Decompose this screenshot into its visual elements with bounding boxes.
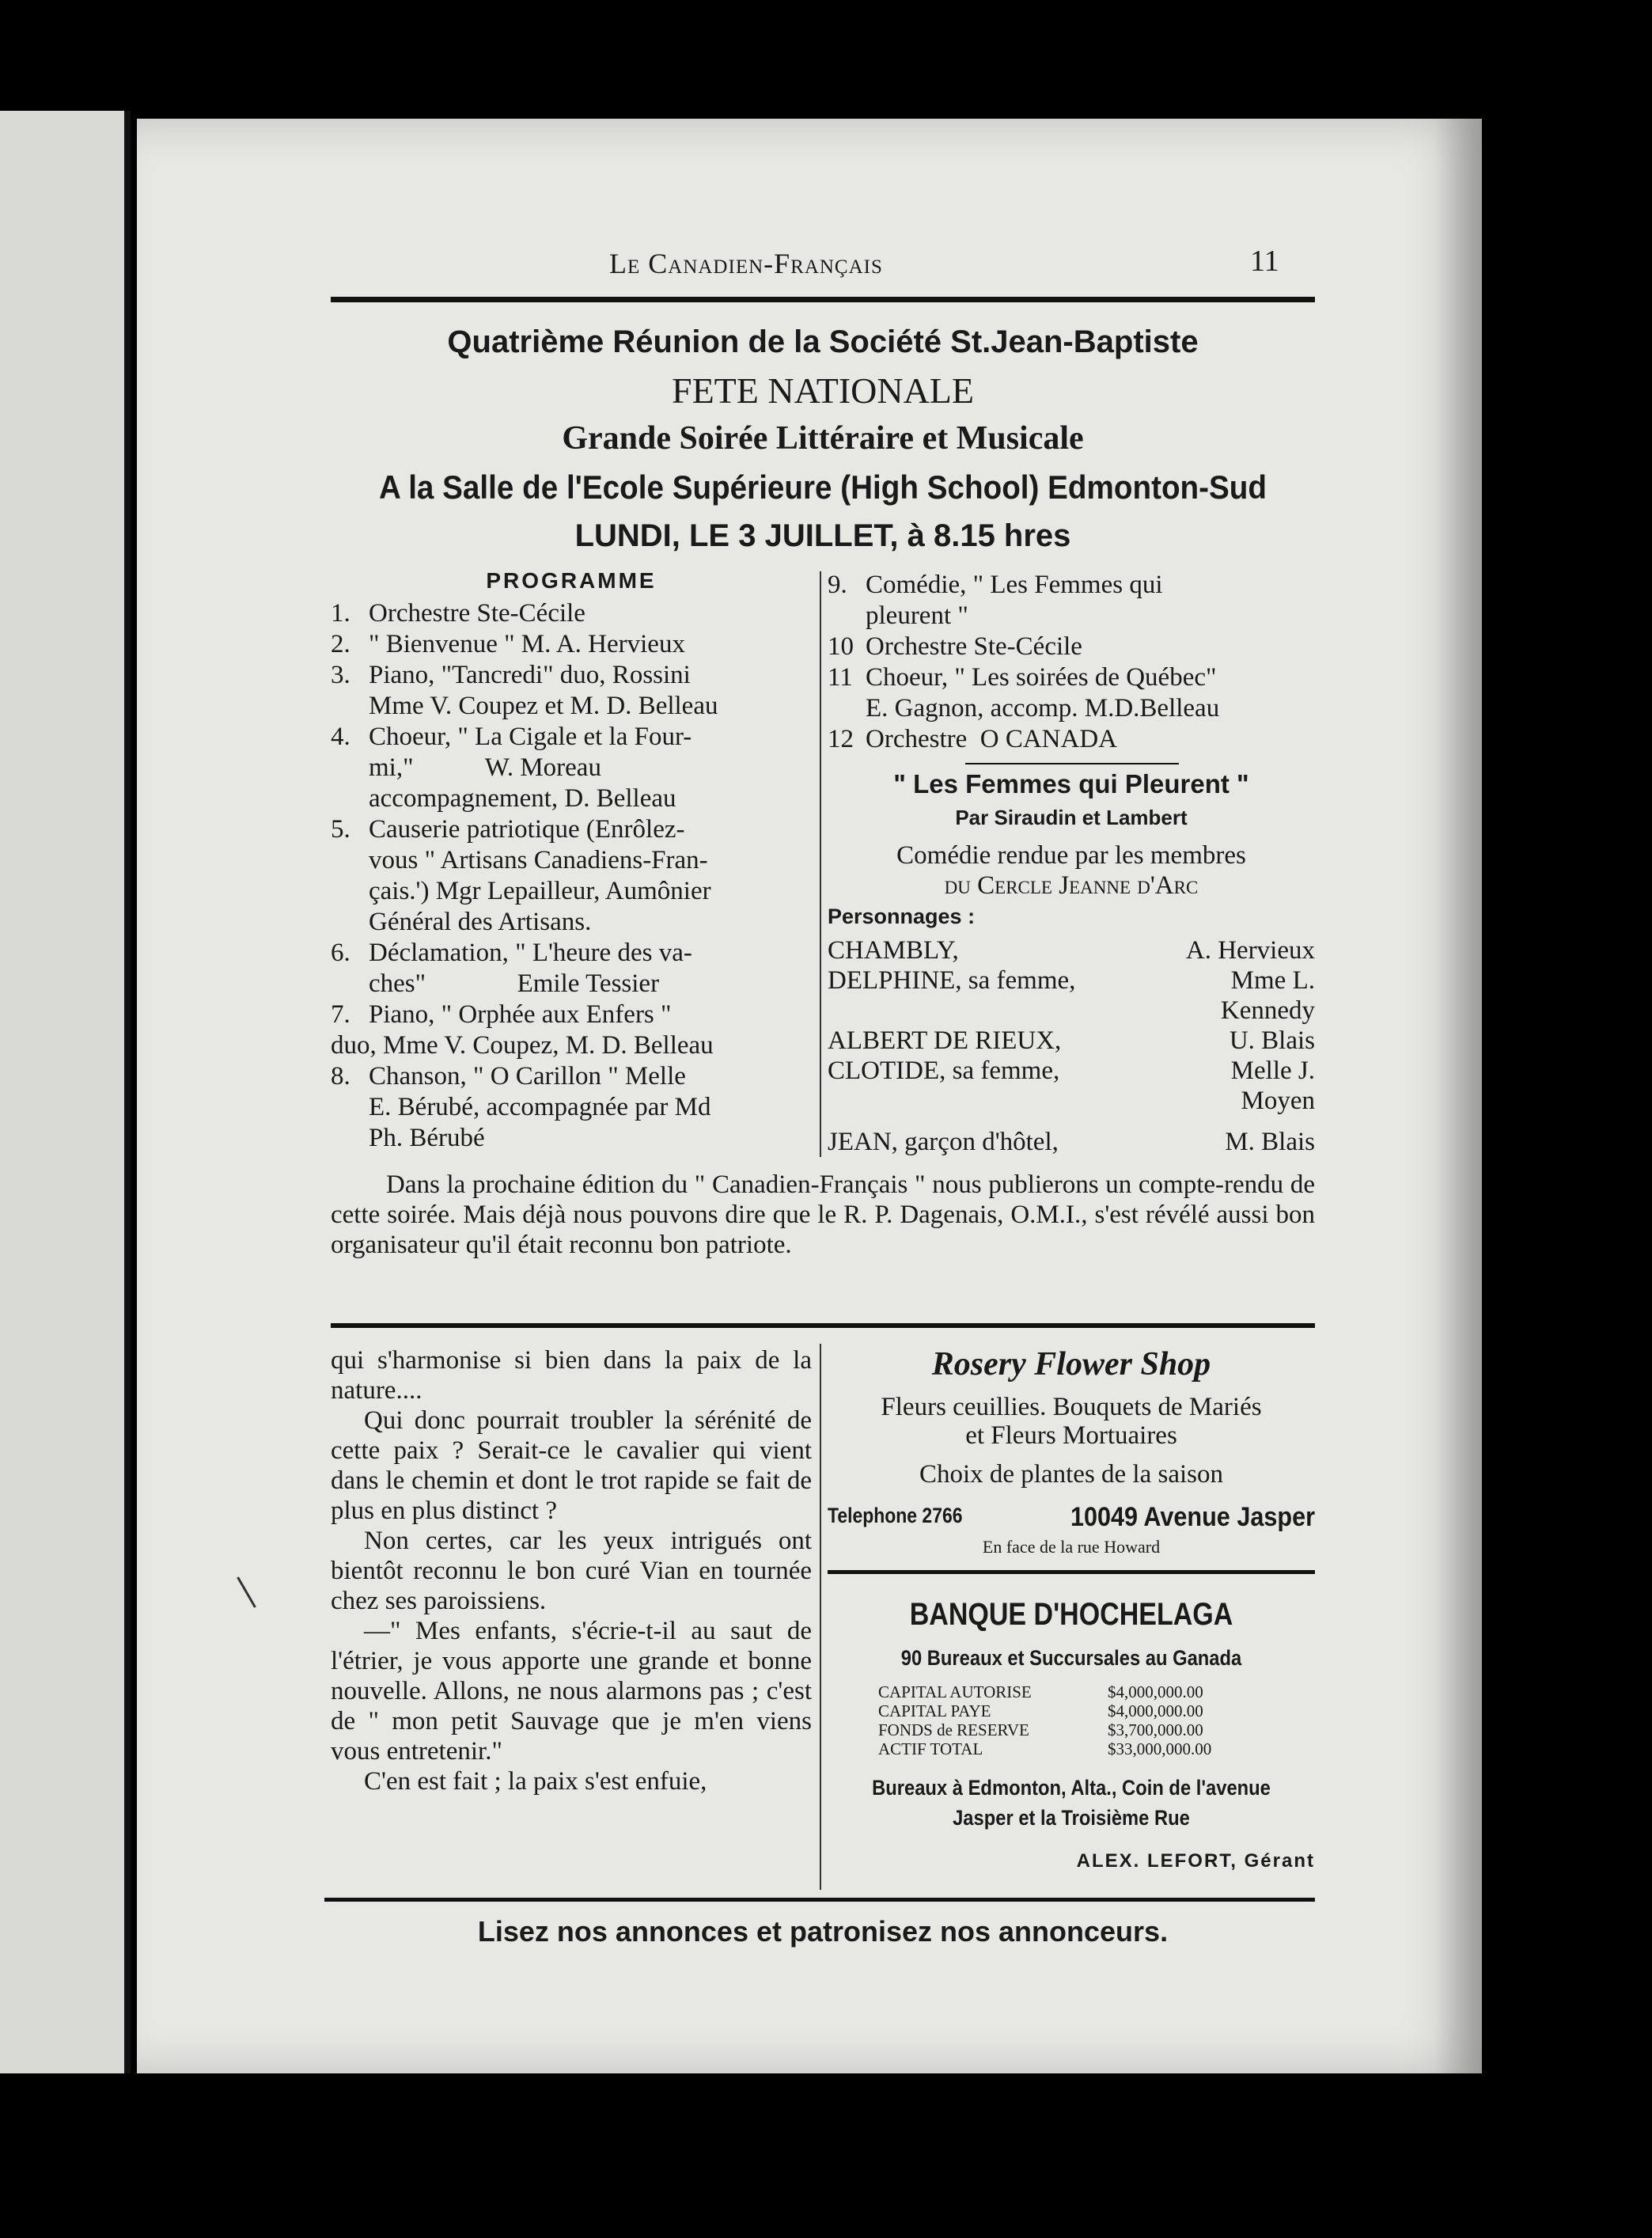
flower-shop-phone: Telephone 2766 — [828, 1504, 963, 1527]
running-head-title: Le Canadien-Français — [609, 248, 883, 279]
cast-row: Moyen — [1241, 1087, 1315, 1115]
flower-shop-address: 10049 Avenue Jasper — [1070, 1502, 1315, 1532]
programme-item: 9. Comédie, " Les Femmes qui pleurent " — [828, 571, 1163, 630]
footer-rule — [324, 1898, 1315, 1902]
column-divider — [820, 571, 821, 1157]
flower-ad-line: et Fleurs Mortuaires — [965, 1421, 1177, 1450]
comedy-description: Comédie rendue par les membres du Cercle Jeanne d'Arc — [896, 841, 1246, 900]
programme-item: 6. Déclamation, " L'heure des va- ches" Emile Tessier — [331, 939, 692, 998]
event-heading-reunion: Quatrième Réunion de la Société St.Jean-Baptiste — [447, 324, 1199, 359]
page-number: 11 — [1250, 245, 1279, 278]
bank-financial-row: CAPITAL PAYE $4,000,000.00 — [878, 1701, 1203, 1720]
comedy-authors: Par Siraudin et Lambert — [955, 806, 1188, 829]
programme-item: 1. Orchestre Ste-Cécile — [331, 599, 585, 628]
footer-slogan: Lisez nos annonces et patronisez nos annonceurs. — [477, 1915, 1169, 1948]
programme-item: 11 Choeur, " Les soirées de Québec" E. Gagnon, accomp. M.D.Belleau — [828, 663, 1220, 723]
header-rule — [331, 297, 1315, 302]
ad-divider-rule — [828, 1570, 1315, 1574]
event-heading-fete: FETE NATIONALE — [672, 370, 974, 411]
bank-financial-row: FONDS de RESERVE $3,700,000.00 — [878, 1720, 1203, 1739]
programme-item: 12 Orchestre O CANADA — [828, 725, 1118, 753]
programme-item: 2. " Bienvenue " M. A. Hervieux — [331, 630, 685, 658]
programme-item: 7. Piano, " Orphée aux Enfers " duo, Mme V. Coupez, M. D. Belleau — [331, 1000, 714, 1060]
bank-manager: ALEX. LEFORT, Gérant — [1076, 1850, 1315, 1872]
programme-list-right — [828, 570, 1315, 755]
comedy-title: " Les Femmes qui Pleurent " — [893, 769, 1249, 798]
bank-financial-row: CAPITAL AUTORISE $4,000,000.00 — [878, 1682, 1203, 1701]
story-paragraph: qui s'harmonise si bien dans la paix de la nature.... — [331, 1346, 812, 1405]
programme-item: 5. Causerie patriotique (Enrôlez- vous " Artisans Canadiens-Fran- çais.') Mgr Lepailleur, Aumônier Général des Artisans. — [331, 815, 711, 936]
flower-shop-location-note: En face de la rue Howard — [982, 1537, 1161, 1557]
bank-offices: Bureaux à Edmonton, Alta., Coin de l'avenue Jasper et la Troisième Rue — [872, 1776, 1271, 1830]
programme-item: 10 Orchestre Ste-Cécile — [828, 632, 1082, 661]
programme-item: 4. Choeur, " La Cigale et la Four- mi," W. Moreau accompagnement, D. Belleau — [331, 723, 692, 813]
programme-list-left — [331, 598, 812, 1154]
page-fold — [124, 111, 131, 2073]
programme-item: 3. Piano, "Tancredi" duo, Rossini Mme V. Coupez et M. D. Belleau — [331, 661, 718, 720]
bank-financial-row: ACTIF TOTAL $33,000,000.00 — [878, 1739, 1212, 1758]
programme-heading: PROGRAMME — [486, 568, 657, 593]
bank-subtitle: 90 Bureaux et Succursales au Ganada — [900, 1646, 1242, 1670]
cast-row: CLOTIDE, sa femme, Melle J. — [828, 1056, 1315, 1085]
section-rule — [331, 1323, 1315, 1328]
flower-ad-line: Choix de plantes de la saison — [919, 1460, 1223, 1489]
story-paragraph: Non certes, car les yeux intrigués ont bientôt reconnu le bon curé Vian en tournée chez ses paroissiens. — [331, 1527, 812, 1615]
bank-name: BANQUE D'HOCHELAGA — [909, 1597, 1233, 1632]
previous-page-edge — [0, 111, 131, 2073]
cast-row: CHAMBLY, A. Hervieux — [828, 936, 1315, 965]
programme-item: 8. Chanson, " O Carillon " Melle E. Bérubé, accompagnée par Md Ph. Bérubé — [331, 1062, 711, 1152]
event-venue: A la Salle de l'Ecole Supérieure (High School) Edmonton-Sud — [378, 468, 1267, 506]
cast-row: Kennedy — [1220, 996, 1315, 1025]
flower-shop-name: Rosery Flower Shop — [931, 1346, 1211, 1383]
cast-heading: Personnages : — [828, 905, 976, 928]
page-shadow — [1434, 119, 1498, 2073]
cast-row: ALBERT DE RIEUX, U. Blais — [828, 1026, 1315, 1055]
column-divider — [820, 1344, 821, 1890]
story-column — [331, 1345, 812, 1796]
short-rule — [965, 763, 1179, 764]
event-date: LUNDI, LE 3 JUILLET, à 8.15 hres — [574, 518, 1071, 553]
story-paragraph: —" Mes enfants, s'écrie-t-il au saut de l'étrier, je vous apporte une grande et bonne nouvelle. Allons, ne nous alarmons pas ; c'est de " mon petit Sauvage que je m'en viens vous entretenir." — [331, 1617, 812, 1766]
notice-paragraph: Dans la prochaine édition du " Canadien-Français " nous publierons un compte-rendu de cette soirée. Mais déjà nous pouvons dire que le R. P. Dagenais, O.M.I., s'est révélé aussi bon organisateur qu'il était reconnu bon patriote. — [331, 1170, 1315, 1259]
event-heading-soiree: Grande Soirée Littéraire et Musicale — [562, 420, 1084, 457]
story-paragraph: C'en est fait ; la paix s'est enfuie, — [364, 1767, 707, 1796]
story-paragraph: Qui donc pourrait troubler la sérénité de cette paix ? Serait-ce le cavalier qui vient dans le chemin et dont le trot rapide se fait de plus en plus distinct ? — [331, 1406, 812, 1525]
flower-ad-line: Fleurs ceuillies. Bouquets de Mariés — [881, 1393, 1262, 1421]
cast-row: DELPHINE, sa femme, Mme L. — [828, 966, 1315, 995]
cast-row: JEAN, garçon d'hôtel, M. Blais — [828, 1128, 1315, 1156]
